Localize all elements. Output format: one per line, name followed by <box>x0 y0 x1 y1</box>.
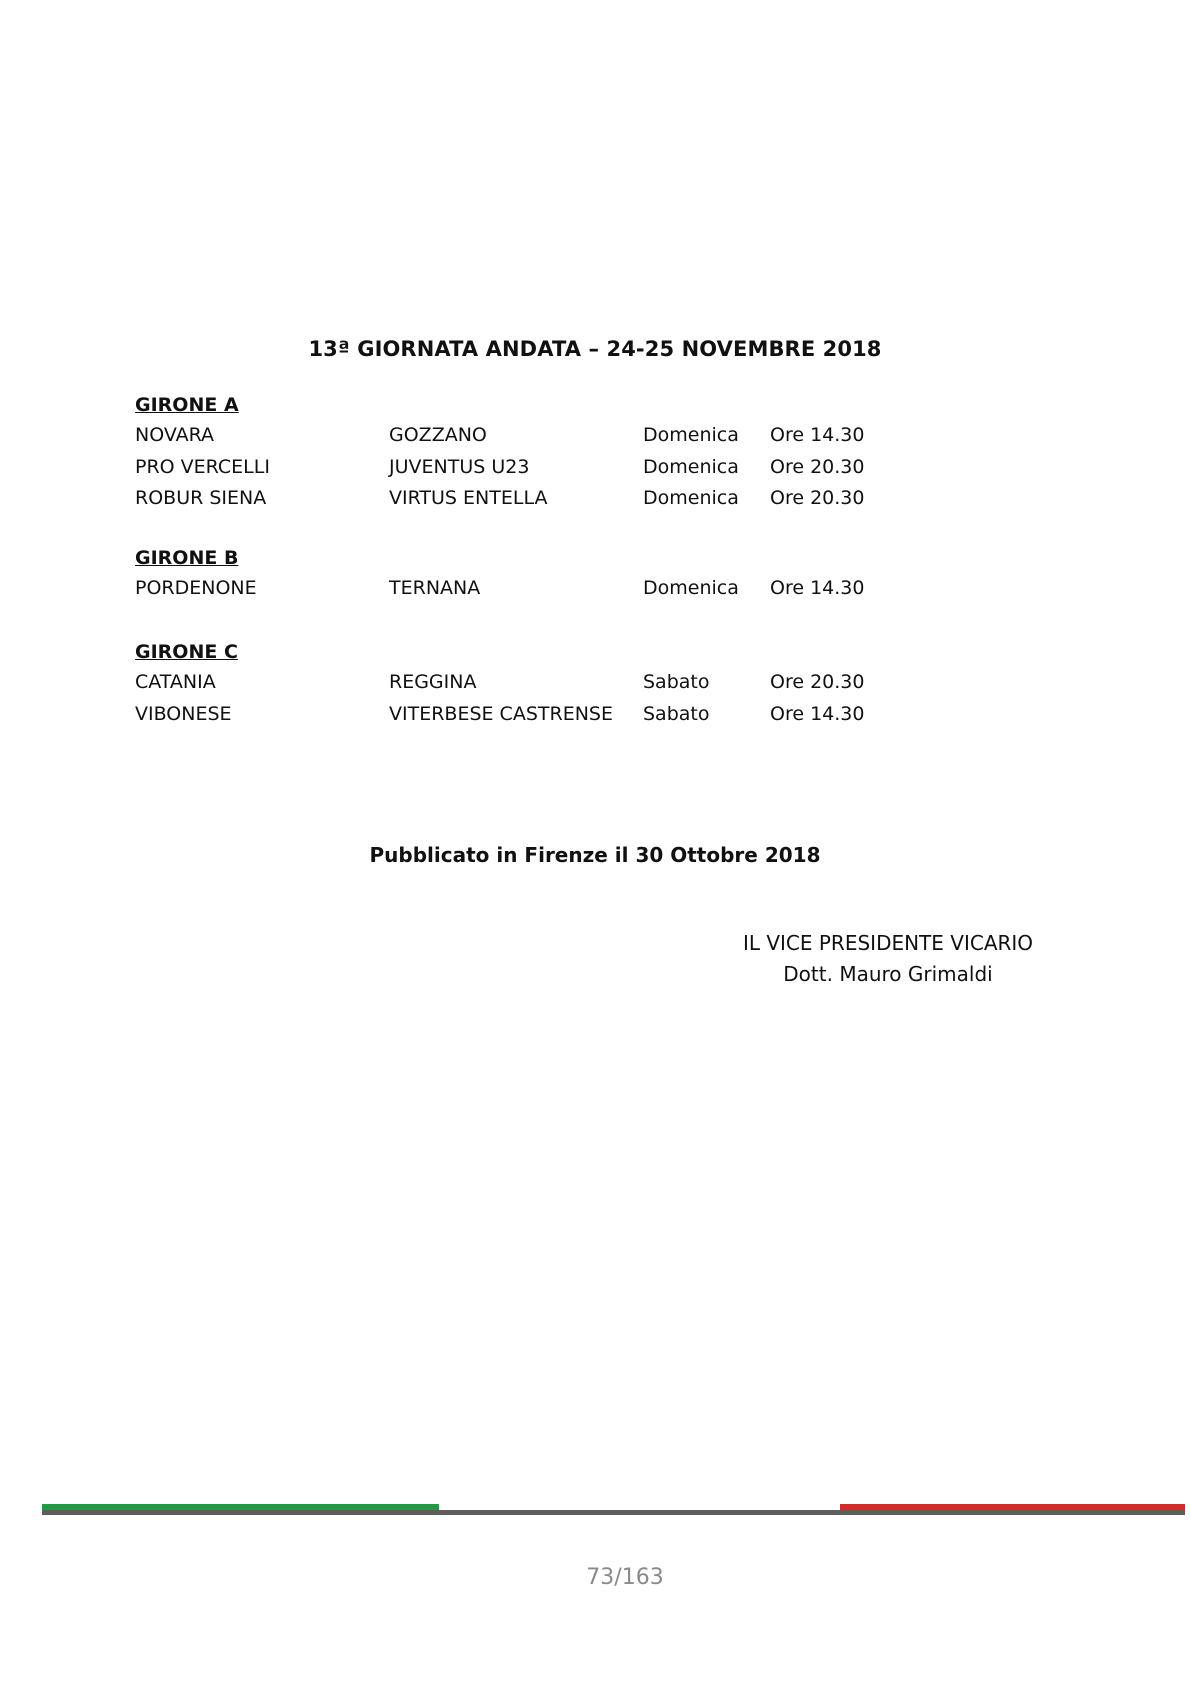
signature-role: IL VICE PRESIDENTE VICARIO <box>742 931 1034 955</box>
group-c <box>135 637 1035 730</box>
away-team: TERNANA <box>389 577 481 599</box>
match-time: Ore 14.30 <box>770 577 865 599</box>
home-team: PORDENONE <box>135 577 257 599</box>
match-day: Domenica <box>643 455 739 478</box>
grey-underline <box>42 1510 1185 1515</box>
match-day: Domenica <box>643 487 739 509</box>
home-team: CATANIA <box>135 671 216 693</box>
group-title: GIRONE C <box>135 641 238 663</box>
signature-block <box>738 928 1038 990</box>
publication-note: Pubblicato in Firenze il 30 Ottobre 2018 <box>369 843 821 867</box>
match-day: Domenica <box>643 577 739 599</box>
away-team: GOZZANO <box>389 424 487 446</box>
home-team: PRO VERCELLI <box>135 455 270 478</box>
match-day: Domenica <box>643 424 739 446</box>
home-team: NOVARA <box>135 424 215 446</box>
away-team: JUVENTUS U23 <box>389 455 530 478</box>
home-team: VIBONESE <box>135 702 232 725</box>
match-time: Ore 14.30 <box>770 702 865 725</box>
match-time: Ore 20.30 <box>770 455 865 478</box>
match-row <box>135 483 1035 515</box>
away-team: VITERBESE CASTRENSE <box>389 702 613 725</box>
group-title: GIRONE B <box>135 547 239 569</box>
group-a <box>135 390 1035 515</box>
match-row <box>135 452 1035 484</box>
round-title: 13ª GIORNATA ANDATA – 24-25 NOVEMBRE 2018 <box>308 337 882 361</box>
match-row <box>135 667 1035 699</box>
away-team: VIRTUS ENTELLA <box>389 487 548 509</box>
match-day: Sabato <box>643 702 710 725</box>
match-row <box>135 699 1035 731</box>
home-team: ROBUR SIENA <box>135 487 267 509</box>
signature-name: Dott. Mauro Grimaldi <box>783 962 993 986</box>
group-title: GIRONE A <box>135 394 239 416</box>
match-time: Ore 20.30 <box>770 487 865 509</box>
match-time: Ore 14.30 <box>770 424 865 446</box>
page-number: 73/163 <box>586 1565 664 1590</box>
match-row <box>135 573 1035 605</box>
match-day: Sabato <box>643 671 710 693</box>
tricolor-footer-bar <box>42 1504 1185 1516</box>
match-row <box>135 420 1035 452</box>
away-team: REGGINA <box>389 671 477 693</box>
match-time: Ore 20.30 <box>770 671 865 693</box>
group-b <box>135 543 1035 605</box>
